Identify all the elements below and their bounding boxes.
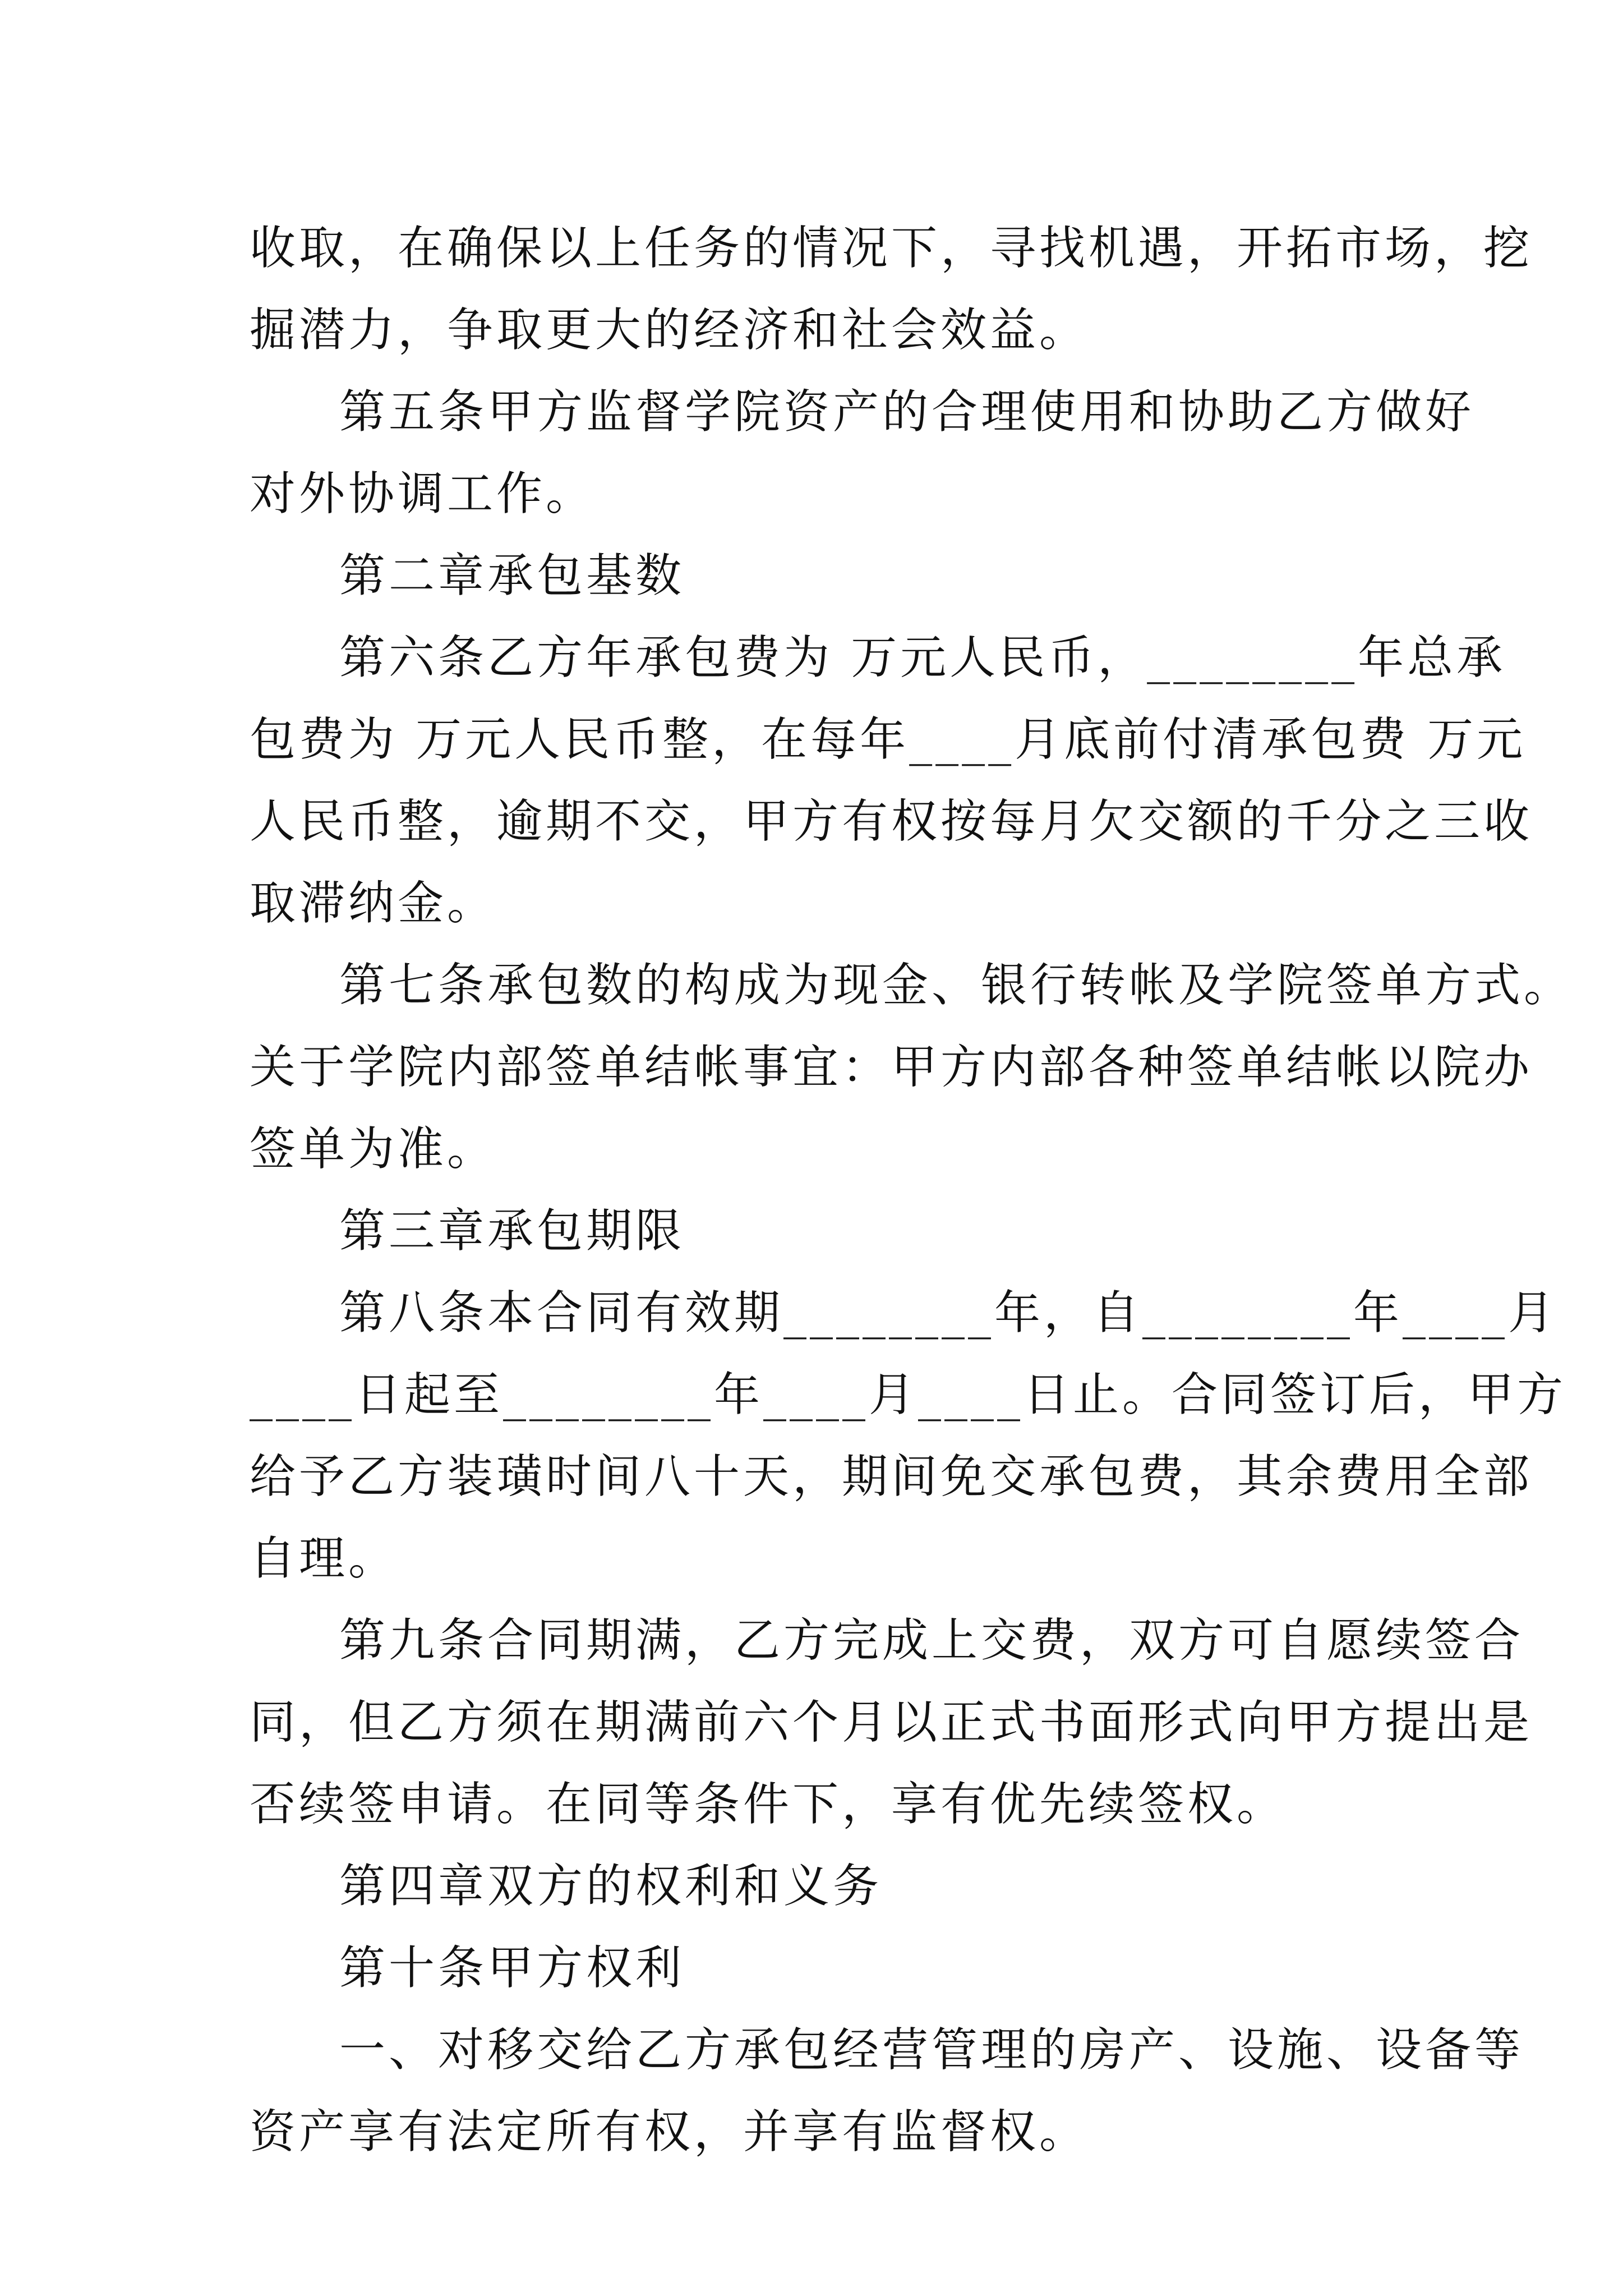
- text-line: 同，但乙方须在期满前六个月以正式书面形式向甲方提出是: [250, 1696, 1533, 1749]
- text-line: 第六条乙方年承包费为 万元人民币，________年总承: [339, 631, 1506, 684]
- text-line: 收取，在确保以上任务的情况下，寻找机遇，开拓市场，挖: [250, 222, 1533, 275]
- text-line: 关于学院内部签单结帐事宜：甲方内部各种签单结帐以院办: [250, 1041, 1533, 1094]
- text-line: 第五条甲方监督学院资产的合理使用和协助乙方做好: [339, 385, 1475, 439]
- text-line: 给予乙方装璜时间八十天，期间免交承包费，其余费用全部: [250, 1450, 1533, 1503]
- text-line: 自理。: [250, 1532, 398, 1585]
- text-line: 第四章双方的权利和义务: [339, 1860, 883, 1913]
- text-line: 否续签申请。在同等条件下，享有优先续签权。: [250, 1778, 1287, 1831]
- text-line: 人民币整，逾期不交，甲方有权按每月欠交额的千分之三收: [250, 795, 1533, 848]
- text-line: 第七条承包数的构成为现金、银行转帐及学院签单方式。: [339, 959, 1574, 1012]
- text-line: 第三章承包期限: [339, 1204, 685, 1258]
- text-line: 第九条合同期满，乙方完成上交费，双方可自愿续签合: [339, 1614, 1524, 1667]
- text-line: 第八条本合同有效期________年，自________年____月: [339, 1286, 1558, 1340]
- text-line: 资产享有法定所有权，并享有监督权。: [250, 2105, 1089, 2159]
- text-line: 包费为 万元人民币整，在每年____月底前付清承包费 万元: [250, 713, 1527, 766]
- text-line: 签单为准。: [250, 1122, 497, 1176]
- text-line: 一、对移交给乙方承包经营管理的房产、设施、设备等: [339, 2023, 1524, 2077]
- text-line: 第二章承包基数: [339, 549, 685, 602]
- text-line: 第十条甲方权利: [339, 1941, 685, 1995]
- text-line: 掘潜力，争取更大的经济和社会效益。: [250, 303, 1089, 357]
- text-line: ____日起至________年____月____日止。合同签订后，甲方: [250, 1368, 1567, 1421]
- document-page: [250, 208, 1574, 2173]
- text-line: 对外协调工作。: [250, 467, 596, 521]
- text-line: 取滞纳金。: [250, 877, 497, 930]
